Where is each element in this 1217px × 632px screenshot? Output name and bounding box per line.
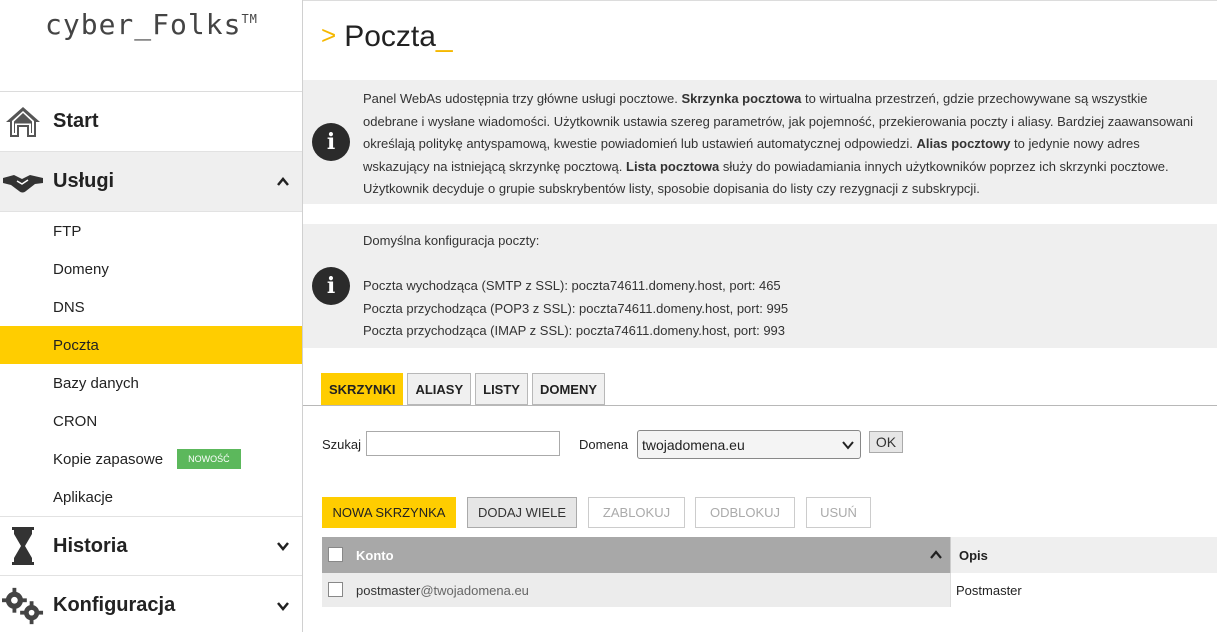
logo[interactable] — [45, 8, 258, 41]
sort-asc-icon[interactable] — [930, 549, 942, 561]
sidebar — [0, 0, 303, 632]
column-account[interactable]: Konto — [356, 548, 394, 563]
sidebar-item-domeny[interactable] — [0, 250, 302, 288]
tab-bar — [321, 373, 605, 405]
handshake-icon — [2, 161, 44, 203]
info-panel-config — [303, 224, 1217, 348]
gears-icon — [2, 585, 44, 627]
hourglass-icon — [2, 525, 44, 567]
domain-select-value: twojadomena.eu — [642, 436, 745, 453]
block-button[interactable]: ZABLOKUJ — [588, 497, 685, 528]
logo-text: cyber_Folks — [45, 8, 242, 41]
delete-button[interactable]: USUŃ — [806, 497, 871, 528]
ok-button[interactable]: OK — [869, 431, 903, 453]
tab-listy[interactable]: LISTY — [475, 373, 528, 405]
top-divider — [303, 0, 1217, 4]
tab-aliasy[interactable]: ALIASY — [407, 373, 471, 405]
nav-konfiguracja[interactable] — [0, 576, 302, 632]
domain-select[interactable] — [637, 430, 861, 459]
column-desc-cell — [950, 537, 1217, 573]
chevron-down-icon[interactable] — [276, 539, 290, 553]
sidebar-item-aplikacje[interactable] — [0, 478, 302, 516]
sidebar-item-label: Poczta — [53, 336, 99, 354]
nav-start-label: Start — [53, 110, 99, 132]
account-user: postmaster — [356, 583, 421, 598]
add-many-button[interactable]: DODAJ WIELE — [467, 497, 577, 528]
nav-uslugi-label: Usługi — [53, 170, 115, 192]
chevron-up-icon[interactable] — [276, 175, 290, 189]
logo-area — [0, 0, 302, 92]
sidebar-item-label: FTP — [53, 222, 82, 240]
main-content — [303, 0, 1217, 632]
search-input[interactable] — [366, 431, 560, 456]
table-header — [322, 537, 1217, 573]
sidebar-item-ftp[interactable] — [0, 212, 302, 250]
new-badge: NOWOŚĆ — [177, 449, 241, 469]
domain-label: Domena — [579, 437, 629, 452]
chevron-down-icon — [842, 439, 854, 451]
info-text: Panel WebAs udostępnia trzy główne usługi pocztowe. Skrzynka pocztowa to wirtualna przestrzeń, gdzie przechowywane są wszystkie odebrane i wysłane wiadomości. Użytkownik ustawia szereg parametrów, jak pojemność, przekierowania poczty i aliasy. Bardziej zaawansowani określają politykę antyspamową, kwestie powiadomień lub ustawień automatycznej odpowiedzi. Alias pocztowy to jedynie nowy adres wskazujący na istniejącą skrzynkę pocztową. Lista pocztowa służy do powiadamiania innych użytkowników poprzez ich skrzynki pocztowe. Użytkownik decyduje o grupie subskrybentów listy, sposobie dopisania do listy czy rezygnacji z subskrypcji. — [363, 91, 1193, 196]
nav-historia-label: Historia — [53, 534, 128, 557]
nav-konfiguracja-label: Konfiguracja — [53, 594, 176, 616]
imap-line: Poczta przychodząca (IMAP z SSL): poczta74611.domeny.host, port: 993 — [363, 323, 786, 338]
chevron-down-icon[interactable] — [276, 599, 290, 613]
title-cursor: _ — [435, 20, 453, 53]
sidebar-item-label: Bazy danych — [53, 374, 139, 392]
sidebar-item-label: DNS — [53, 298, 85, 316]
title-marker: > — [321, 20, 337, 50]
sidebar-item-cron[interactable] — [0, 402, 302, 440]
nav-historia[interactable] — [0, 516, 302, 576]
smtp-line: Poczta wychodząca (SMTP z SSL): poczta74611.domeny.host, port: 465 — [363, 278, 781, 293]
column-desc[interactable]: Opis — [959, 548, 988, 563]
row-checkbox[interactable] — [328, 582, 343, 597]
home-icon — [2, 101, 44, 143]
new-mailbox-button[interactable]: NOWA SKRZYNKA — [322, 497, 456, 528]
tab-domeny[interactable]: DOMENY — [532, 373, 605, 405]
info-icon: i — [312, 123, 350, 161]
info-panel-services — [303, 80, 1217, 204]
sidebar-item-bazy-danych[interactable] — [0, 364, 302, 402]
table-row[interactable] — [322, 573, 1217, 607]
config-heading: Domyślna konfiguracja poczty: — [363, 233, 540, 248]
sidebar-item-poczta[interactable] — [0, 326, 302, 364]
pop3-line: Poczta przychodząca (POP3 z SSL): poczta74611.domeny.host, port: 995 — [363, 300, 789, 316]
sidebar-item-dns[interactable] — [0, 288, 302, 326]
sidebar-item-kopie-zapasowe[interactable] — [0, 440, 302, 478]
sidebar-item-label: Domeny — [53, 260, 109, 278]
page-title-text: Poczta — [344, 20, 436, 53]
account-domain: @twojadomena.eu — [420, 583, 529, 598]
unblock-button[interactable]: ODBLOKUJ — [695, 497, 795, 528]
logo-trademark: TM — [241, 12, 258, 26]
account-name — [356, 583, 529, 598]
search-label: Szukaj — [322, 437, 362, 452]
sidebar-item-label: CRON — [53, 412, 98, 430]
desc-cell — [950, 573, 1217, 607]
tabs-divider — [303, 405, 1217, 406]
select-all-checkbox[interactable] — [328, 547, 343, 562]
page-title — [321, 20, 453, 54]
info-icon: i — [312, 267, 350, 305]
sidebar-item-label: Kopie zapasowe — [53, 450, 164, 468]
nav-start[interactable] — [0, 92, 302, 152]
info-config-text — [363, 230, 1199, 343]
account-desc: Postmaster — [956, 583, 1022, 598]
nav-uslugi[interactable] — [0, 152, 302, 212]
tab-skrzynki[interactable]: SKRZYNKI — [321, 373, 403, 405]
sidebar-item-label: Aplikacje — [53, 488, 114, 506]
